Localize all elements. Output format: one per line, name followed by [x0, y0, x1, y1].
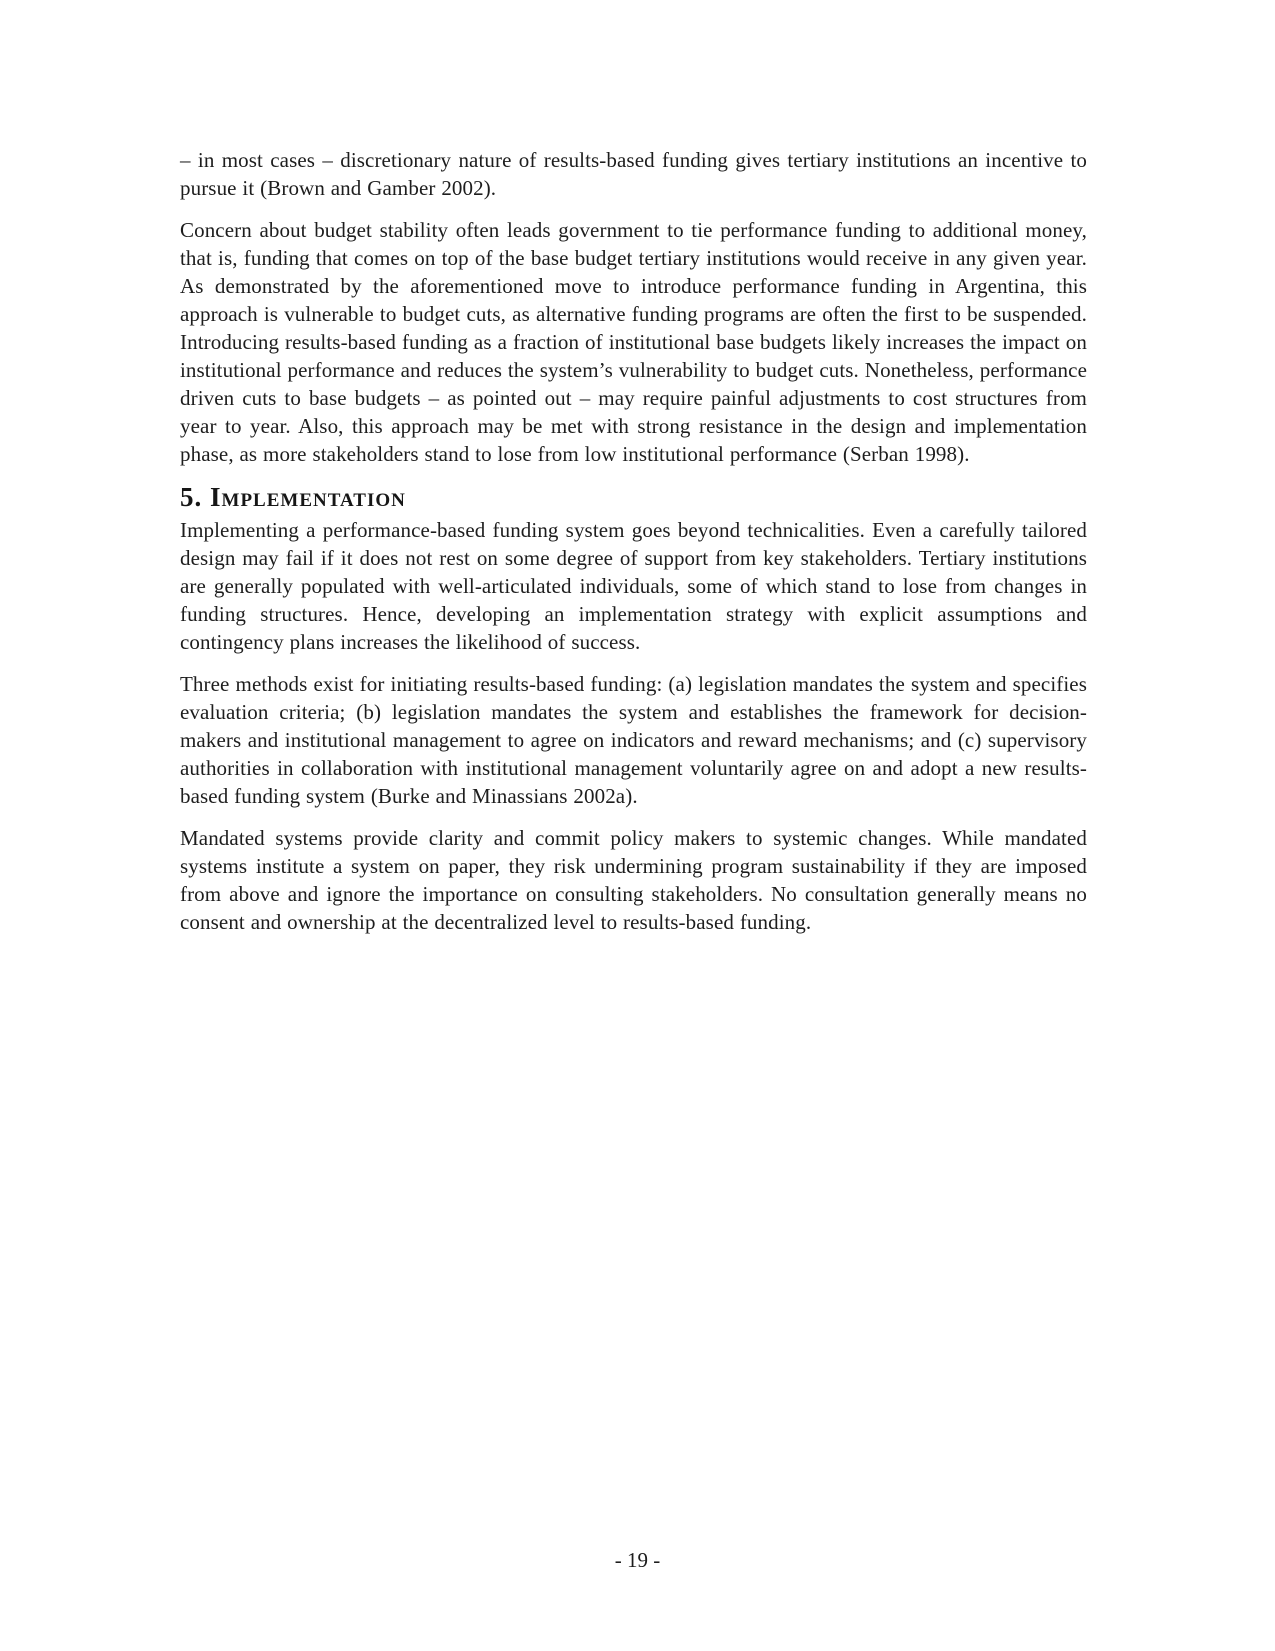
text-block — [180, 146, 1087, 950]
section-heading-implementation: 5. Implementation — [180, 482, 406, 512]
page-number: - 19 - — [614, 1548, 661, 1572]
body-paragraph-3: Implementing a performance-based funding system goes beyond technicalities. Even a carefully tailored design may fail if it does not rest on some degree of support from key stakeholders. Tertiary institutions are generally populated with well-articulated individuals, some of which stand to lose from changes in funding structures. Hence, developing an implementation strategy with explicit assumptions and contingency plans increases the likelihood of success. — [180, 518, 1087, 654]
body-paragraph-4: Three methods exist for initiating results-based funding: (a) legislation mandates the system and specifies evaluation criteria; (b) legislation mandates the system and establishes the framework for decision-makers and institutional management to agree on indicators and reward mechanisms; and (c) supervisory authorities in collaboration with institutional management voluntarily agree on and adopt a new results-based funding system (Burke and Minassians 2002a). — [180, 672, 1087, 808]
body-paragraph-1: – in most cases – discretionary nature of results-based funding gives tertiary institutions an incentive to pursue it (Brown and Gamber 2002). — [180, 148, 1087, 200]
body-paragraph-2: Concern about budget stability often leads government to tie performance funding to additional money, that is, funding that comes on top of the base budget tertiary institutions would receive in any given year. As demonstrated by the aforementioned move to introduce performance funding in Argentina, this approach is vulnerable to budget cuts, as alternative funding programs are often the first to be suspended. Introducing results-based funding as a fraction of institutional base budgets likely increases the impact on institutional performance and reduces the system’s vulnerability to budget cuts. Nonetheless, performance driven cuts to base budgets – as pointed out – may require painful adjustments to cost structures from year to year. Also, this approach may be met with strong resistance in the design and implementation phase, as more stakeholders stand to lose from low institutional performance (Serban 1998). — [180, 218, 1087, 466]
body-paragraph-5: Mandated systems provide clarity and commit policy makers to systemic changes. While mandated systems institute a system on paper, they risk undermining program sustainability if they are imposed from above and ignore the importance on consulting stakeholders. No consultation generally means no consent and ownership at the decentralized level to results-based funding. — [180, 826, 1087, 934]
